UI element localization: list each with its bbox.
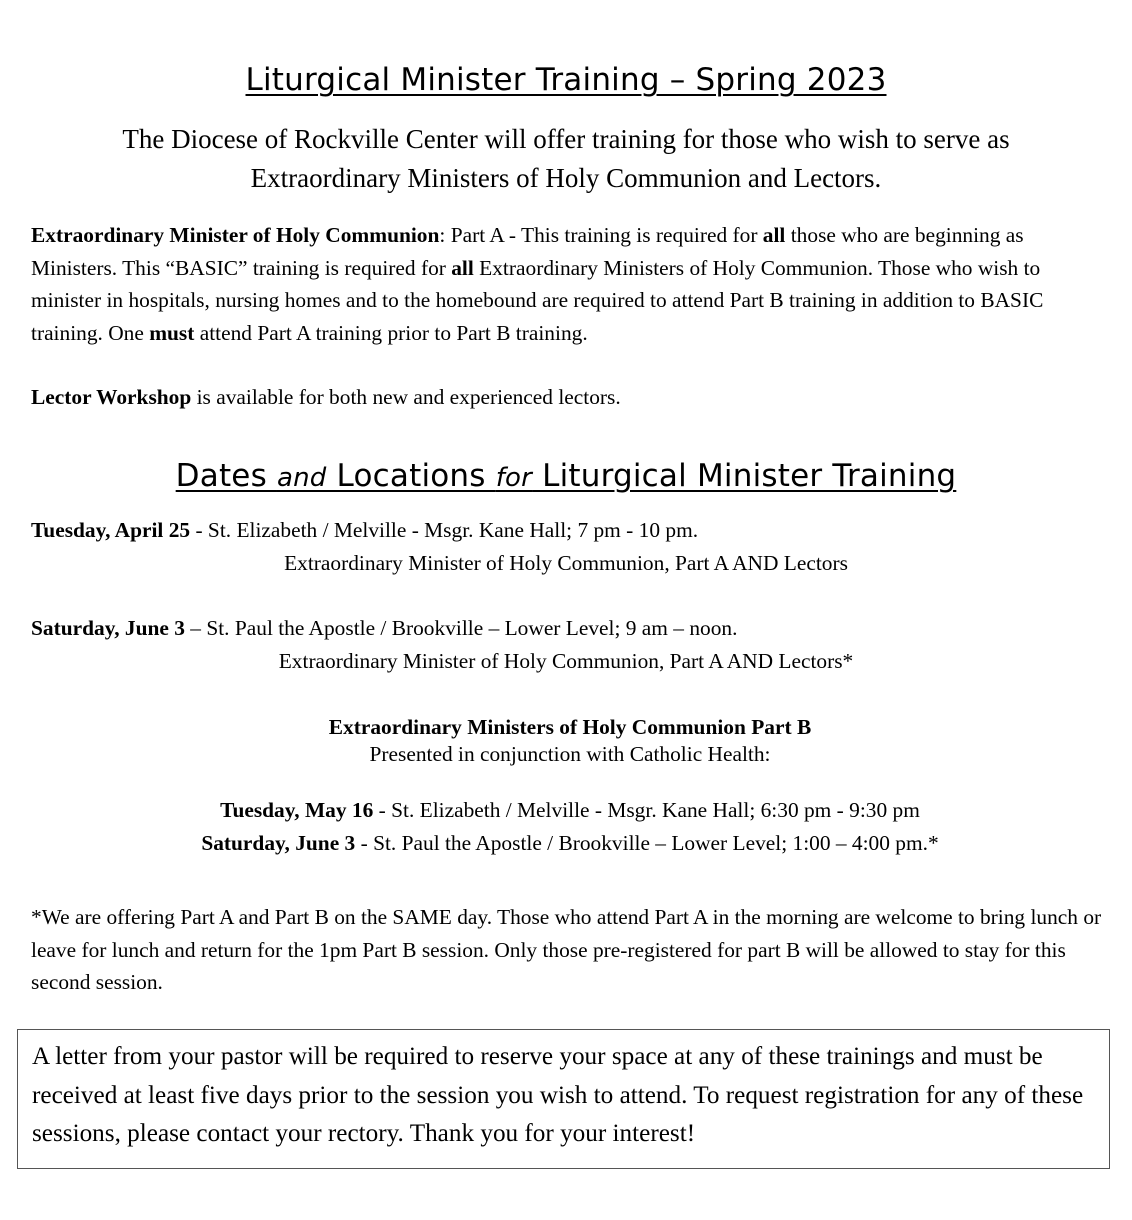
lector-text: is available for both new and experienced lectors. [191, 385, 621, 409]
page-title: Liturgical Minister Training – Spring 2023 [245, 62, 887, 98]
dates-heading-part-3: Locations [326, 458, 496, 494]
emhc-heading: Extraordinary Minister of Holy Communion [31, 223, 440, 247]
event-2 [31, 612, 1111, 645]
emhc-bold-all-2: all [451, 255, 474, 280]
part-b-session-1-details: - St. Elizabeth / Melville - Msgr. Kane Hall; 6:30 pm - 9:30 pm [373, 798, 920, 822]
emhc-text-4: attend Part A training prior to Part B training. [194, 320, 588, 345]
event-2-program: Extraordinary Minister of Holy Communion, Part A AND Lectors* [278, 649, 854, 673]
footnote: *We are offering Part A and Part B on the SAME day. Those who attend Part A in the morning are welcome to bring lunch or leave for lunch and return for the 1pm Part B session. Only those pre-registered for part B will be allowed to stay for this second session. [31, 905, 1102, 994]
emhc-bold-must: must [149, 320, 195, 345]
part-b-session-1 [0, 796, 1132, 825]
emhc-text-2: those who are beginning as Ministers. This “BASIC” training is required for [31, 223, 1024, 280]
emhc-text-3: Extraordinary Ministers of Holy Communion. Those who wish to minister in hospitals, nursing homes and to the homebound are required to attend Part B training in addition to BASIC training. One [31, 255, 1044, 345]
event-2-date: Saturday, June 3 [31, 616, 185, 640]
event-1-details: - St. Elizabeth / Melville - Msgr. Kane Hall; 7 pm - 10 pm. [190, 518, 699, 542]
emhc-bold-all-1: all [762, 223, 786, 247]
notice-box: A letter from your pastor will be required to reserve your space at any of these trainings and must be received at least five days prior to the session you wish to attend. To request registration for any of these sessions, please contact your rectory. Thank you for your interest! [17, 1029, 1110, 1169]
dates-heading-part-5: Liturgical Minister Training [532, 458, 957, 494]
event-2-details: – St. Paul the Apostle / Brookville – Lower Level; 9 am – noon. [184, 616, 738, 640]
dates-heading [0, 458, 1132, 494]
part-b-session-2 [0, 829, 1132, 858]
part-b-session-2-details: - St. Paul the Apostle / Brookville – Lower Level; 1:00 – 4:00 pm.* [355, 831, 939, 855]
lector-heading: Lector Workshop [31, 385, 192, 409]
intro-line-1: The Diocese of Rockville Center will offer training for those who wish to serve as [122, 124, 1010, 154]
lector-paragraph [31, 381, 1111, 414]
event-1-program: Extraordinary Minister of Holy Communion, Part A AND Lectors [284, 551, 848, 575]
event-1 [31, 514, 1111, 547]
part-b-subheading: Presented in conjunction with Catholic Health: [369, 742, 771, 766]
dates-heading-part-1: Dates [175, 458, 277, 494]
event-1-date: Tuesday, April 25 [31, 518, 191, 542]
dates-heading-part-4: for [495, 463, 533, 493]
emhc-paragraph [31, 219, 1111, 349]
emhc-text-1: : Part A - This training is required for [439, 223, 763, 247]
part-b-session-2-date: Saturday, June 3 [201, 831, 356, 855]
dates-heading-part-2: and [276, 463, 327, 493]
part-b-session-1-date: Tuesday, May 16 [220, 798, 374, 822]
intro-text [60, 120, 1072, 198]
intro-line-2: Extraordinary Ministers of Holy Communion and Lectors. [250, 163, 882, 193]
part-b-heading [0, 713, 1132, 742]
part-b-title: Extraordinary Ministers of Holy Communion Part B [328, 715, 812, 739]
